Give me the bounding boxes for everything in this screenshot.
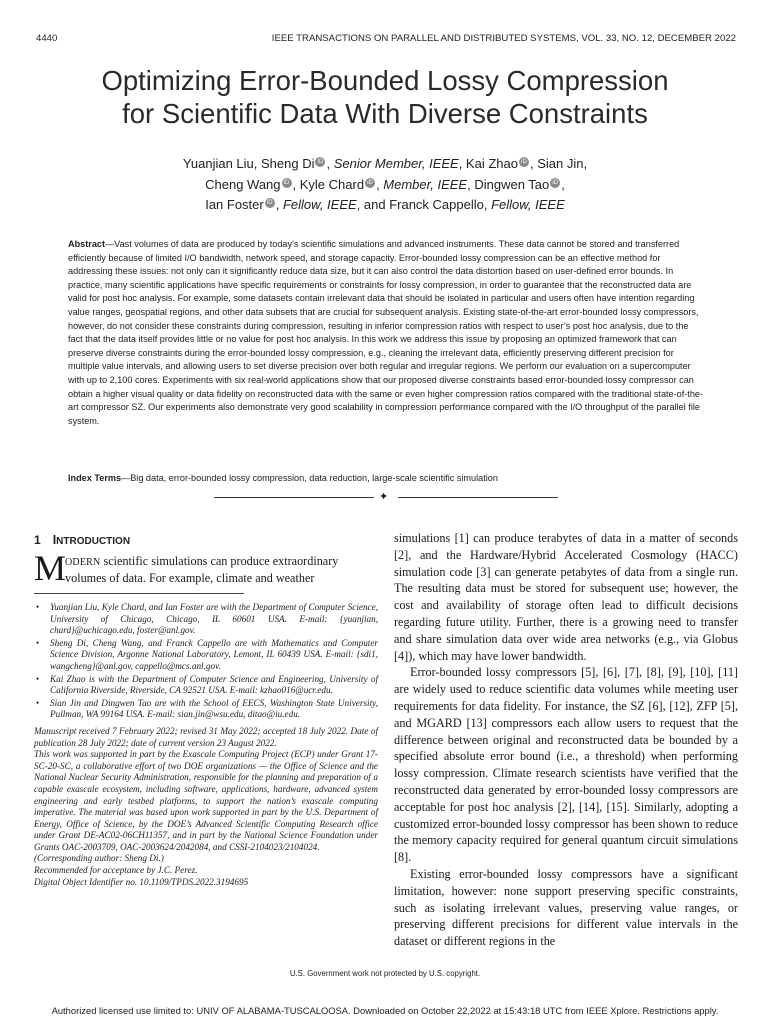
intro-opening xyxy=(34,548,378,588)
intro-line-1 xyxy=(65,553,378,572)
funding-note: This work was supported in part by the Exascale Computing Project (ECP) under Grant 17-SC-20-SC, a collaborative effort of two DOE organizations — the Office of Science and the National Nuclear Security Administration, responsible for the planning and preparation of a capable exascale ecosystem, including software, applications, hardware, advanced system engineering and early testbed platforms, to support the nation’s exascale computing imperative. The material was based upon work supported in part by the U.S. Department of Energy, Office of Science, by the DOE’s Advanced Scientific Computing Research office under Grant DE-AC02-06CH11357, and in part by the National Science Foundation under Grants OAC-2003709, OAC-2003624/2042084, and CSSI-2104023/2104024. xyxy=(34,749,378,852)
abstract xyxy=(68,238,705,428)
title-line-2: for Scientific Data With Diverse Constraints xyxy=(122,98,648,129)
intro-line-2: volumes of data. For example, climate and weather xyxy=(65,571,315,585)
author-text: , Sian Jin, xyxy=(529,156,588,171)
index-terms-label: Index Terms xyxy=(68,473,122,483)
orcid-icon[interactable]: iD xyxy=(282,178,292,188)
section-divider xyxy=(214,490,558,503)
affiliation-item: • Yuanjian Liu, Kyle Chard, and Ian Foster are with the Department of Computer Science, University of Chicago, Chicago, IL 60601 USA. E-mail: {yuanjian, chard}@uchicago.edu, foster@anl.gov. xyxy=(34,602,378,637)
index-terms-text: —Big data, error-bounded lossy compression, data reduction, large-scale scientific simulation xyxy=(121,473,498,483)
author-text: , Kai Zhao xyxy=(458,156,518,171)
title-line-1: Optimizing Error-Bounded Lossy Compression xyxy=(101,65,669,96)
section-title-rest: NTRODUCTION xyxy=(56,536,131,547)
orcid-icon[interactable]: iD xyxy=(550,178,560,188)
abstract-text: —Vast volumes of data are produced by today’s scientific simulations and advanced instruments. These data cannot be stored and transferred efficiently because of limited I/O bandwidth, network speed, and storage capacity. Error-bounded lossy compression can be an effective method for addressing these issues: not only can it significantly reduce data size, but it can also control the data distortion based on user-defined error bounds. In practice, many scientific applications have specific requirements or constraints for lossy compression, in order to guarantee that the reconstructed data are valid for post hoc analysis. For example, some datasets contain irrelevant data that should be isolated in particular and users often have intention regarding value ranges, geospatial regions, and other data subsets that are crucial for subsequent analysis. Existing state-of-the-art error-bounded lossy compressors, however, do not consider these constraints during compression, resulting in inferior compression ratios with respect to user’s post hoc analysis, due to the fact that the data itself provides little or no value for post hoc analysis. In this work we address this issue by proposing an optimized framework that can preserve diverse constraints during the error-bounded lossy compression, e.g., cleaning the irrelevant data, efficiently preserving different precision for multiple value intervals, and allowing users to set diverse precision over both regular and irregular regions. We perform our evaluation on a supercomputer with up to 2,100 cores. Experiments with six real-world applications show that our proposed diverse constraints based error-bounded lossy compressor can obtain a higher visual quality or data fidelity on reconstructed data with the same or even higher compression ratios compared with the traditional state-of-the-art compressor SZ. Our experiments also demonstrate very good scalability in compression performance compared with the I/O throughput of the parallel file system. xyxy=(68,239,704,426)
right-column xyxy=(394,530,738,950)
affiliation-list xyxy=(34,602,378,721)
author-text: Ian Foster xyxy=(205,197,264,212)
manuscript-dates: Manuscript received 7 February 2022; revised 31 May 2022; accepted 18 July 2022. Date of publication 28 July 2022; date of current version 23 August 2022. xyxy=(34,725,378,748)
orcid-icon[interactable]: iD xyxy=(519,157,529,167)
author-text: , Dingwen Tao xyxy=(467,176,550,192)
author-text: , and Franck Cappello, xyxy=(356,197,492,212)
author-text: , Kyle Chard xyxy=(292,176,365,192)
left-column xyxy=(34,530,378,888)
orcid-icon[interactable]: iD xyxy=(265,198,275,208)
author-line-1: Yuanjian Liu, Sheng Di iD , Senior Member, IEEE, Kai Zhao iD , Sian Jin, xyxy=(182,156,588,171)
corresponding-author: (Corresponding author: Sheng Di.) xyxy=(34,853,164,864)
orcid-icon[interactable]: iD xyxy=(365,178,375,188)
affiliation-item: • Sheng Di, Cheng Wang, and Franck Cappello are with Mathematics and Computer Science Division, Argonne National Laboratory, Lemont, IL 60439 USA. E-mail: {sdi1, wangcheng}@anl.gov, cappello@mcs.anl.gov. xyxy=(34,638,378,673)
diamond-icon: ✦ xyxy=(379,490,389,503)
author-role: Fellow, IEEE xyxy=(282,197,357,212)
page-number: 4440 xyxy=(36,33,58,44)
author-line-2: Cheng Wang iD , Kyle Chard iD , Member, IEEE, Dingwen Tao iD , xyxy=(205,176,565,192)
doi[interactable]: Digital Object Identifier no. 10.1109/TPDS.2022.3194695 xyxy=(34,876,249,887)
drop-cap: M xyxy=(34,548,67,588)
body-paragraph-3: Existing error-bounded lossy compressors have a significant limitation, however: none support preserving specific constraints, such as isolating irrelevant values, preserving value ranges, or preserving different precisions for different value intervals in the dataset or different regions in the xyxy=(394,866,738,949)
abstract-label: Abstract xyxy=(68,239,106,249)
author-line-3: Ian Foster iD , Fellow, IEEE, and Franck Cappello, Fellow, IEEE xyxy=(205,197,565,212)
orcid-icon[interactable]: iD xyxy=(315,157,325,167)
index-terms xyxy=(68,472,708,485)
affiliation-item: • Sian Jin and Dingwen Tao are with the School of EECS, Washington State University, Pullman, WA 99164 USA. E-mail: sian.jin@wsu.edu, ditao@iu.edu. xyxy=(34,698,378,721)
affiliation-item: • Kai Zhao is with the Department of Computer Science and Engineering, University of California Riverside, Riverside, CA 92521 USA. E-mail: kzhao016@ucr.edu. xyxy=(34,674,378,697)
copyright-notice: U.S. Government work not protected by U.S. copyright. xyxy=(289,969,481,978)
paper-title xyxy=(0,64,770,130)
author-list xyxy=(0,154,770,216)
author-role: Fellow, IEEE xyxy=(491,197,565,212)
author-text: , xyxy=(561,176,565,192)
intro-smallcaps: ODERN xyxy=(65,557,101,568)
author-text: Cheng Wang xyxy=(205,176,281,192)
running-header: IEEE TRANSACTIONS ON PARALLEL AND DISTRIBUTED SYSTEMS, VOL. 33, NO. 12, DECEMBER 2022 xyxy=(271,33,736,44)
body-paragraph-1: simulations [1] can produce terabytes of data in a matter of seconds [2], and the Hardware/Hybrid Accelerated Cosmology (HACC) simulation code [3] can generate petabytes of data from a single run. The resulting data must be stored for subsequent use; however, the cost and availability of storage often lead to difficult decisions regarding future utility. Further, there is a growing need to transfer and share simulation data over wide area networks (e.g., via Globus [4]), which may have lower bandwidth. xyxy=(394,531,738,663)
body-paragraph-2: Error-bounded lossy compressors [5], [6], [7], [8], [9], [10], [11] are widely used to reduce scientific data volumes while meeting user requirements for data fidelity. For instance, the SZ [6], [12], ZFP [5], and MGARD [13] compressors each allow users to request that the difference between original and reconstructed data be bounded by a specified absolute error bound (i.e., a threshold) when performing lossy compression. Climate research scientists have verified that the reconstructed data generated by error-bounded lossy compressors are acceptable for post hoc analysis [2], [14], [15]. Similarly, adopting a customized error-bounded lossy compressor has been shown to reduce the memory capacity required for general quantum circuit simulations [8]. xyxy=(394,665,738,865)
intro-line-1-text: scientific simulations can produce extraordinary xyxy=(100,554,339,568)
section-heading-introduction xyxy=(34,530,378,550)
section-title-initial: I xyxy=(52,533,57,547)
footnote-rule xyxy=(34,593,244,594)
author-role: Senior Member, IEEE xyxy=(333,156,459,171)
section-number: 1 xyxy=(34,533,41,547)
author-role: Member, IEEE xyxy=(383,176,468,192)
divider-rule-right xyxy=(398,497,558,498)
license-notice: Authorized licensed use limited to: UNIV OF ALABAMA-TUSCALOOSA. Downloaded on October 22,2022 at 15:43:18 UTC from IEEE Xplore. Restrictions apply. xyxy=(51,1005,719,1016)
divider-rule-left xyxy=(214,497,374,498)
author-text: Yuanjian Liu, Sheng Di xyxy=(182,156,315,171)
recommended-by: Recommended for acceptance by J.C. Perez. xyxy=(34,865,198,876)
